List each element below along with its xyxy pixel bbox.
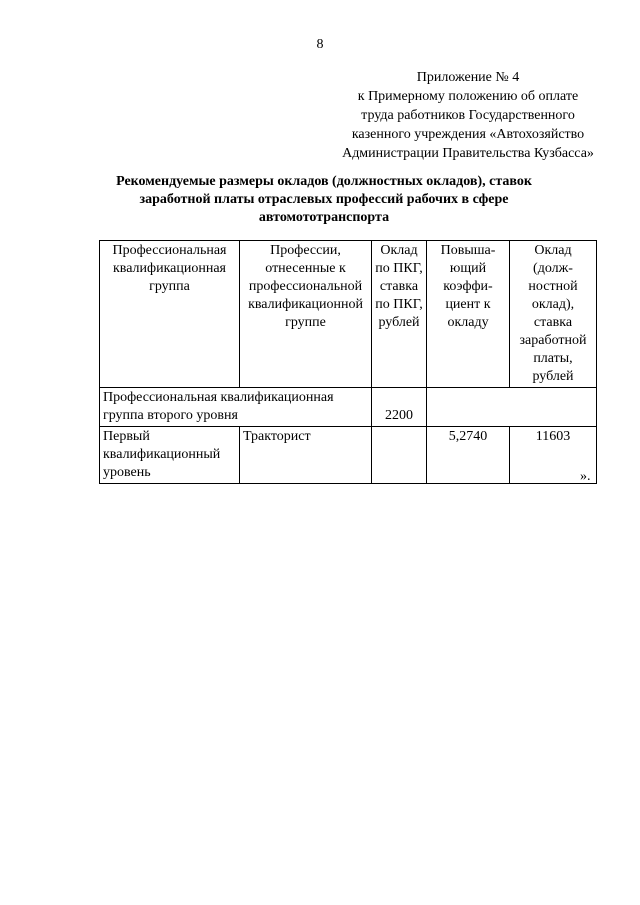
heading-line: Рекомендуемые размеры окладов (должностных окладов), ставок [116, 174, 532, 189]
appendix-line: труда работников Государственного [361, 108, 575, 123]
group-empty-cell [427, 388, 597, 427]
cell-salary: 11603 [510, 427, 597, 484]
table-header-row [100, 241, 597, 388]
table-group-row [100, 388, 597, 427]
header-pkg-salary: Оклад по ПКГ, ставка по ПКГ, рублей [372, 241, 427, 388]
header-salary: Оклад (долж-ностной оклад), ставка заработной платы, рублей [510, 241, 597, 388]
group-pkg-salary: 2200 [372, 388, 427, 427]
header-professions: Профессии, отнесенные к профессиональной квалификационной группе [240, 241, 372, 388]
group-label: Профессиональная квалификационная группа второго уровня [100, 388, 372, 427]
cell-pkg-salary [372, 427, 427, 484]
heading-line: автомототранспорта [258, 210, 390, 225]
appendix-note [318, 68, 618, 163]
appendix-line: Приложение № 4 [416, 70, 520, 85]
appendix-line: к Примерному положению об оплате [357, 89, 579, 104]
cell-profession: Тракторист [240, 427, 372, 484]
table-row [100, 427, 597, 484]
header-group: Профессиональная квалификационная группа [100, 241, 240, 388]
salary-table [99, 240, 597, 484]
document-heading [100, 173, 548, 227]
closing-quote: ». [580, 469, 591, 484]
appendix-line: казенного учреждения «Автохозяйство [351, 127, 585, 142]
cell-level: Первый квалификационный уровень [100, 427, 240, 484]
header-coefficient: Повыша-ющий коэффи-циент к окладу [427, 241, 510, 388]
page-number: 8 [316, 37, 324, 52]
heading-line: заработной платы отраслевых профессий рабочих в сфере [139, 192, 509, 207]
cell-coefficient: 5,2740 [427, 427, 510, 484]
appendix-line: Администрации Правительства Кузбасса» [342, 146, 594, 161]
